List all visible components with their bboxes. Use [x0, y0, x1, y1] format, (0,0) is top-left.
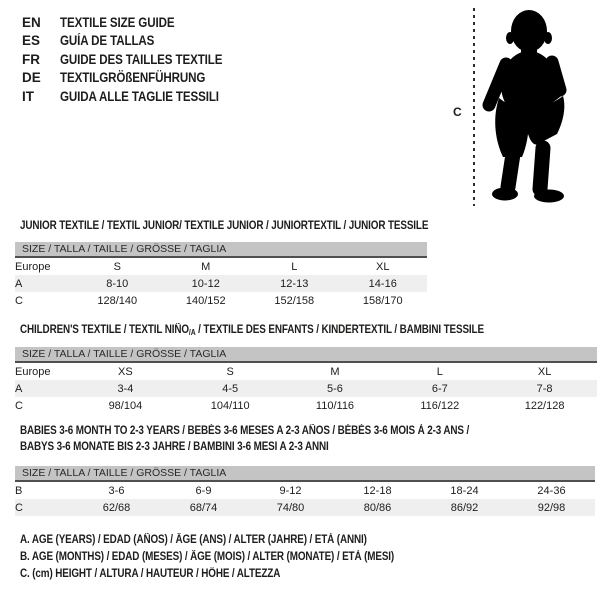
section-heading-line [20, 424, 542, 440]
heading-subscript: /A [188, 328, 196, 337]
language-title: GUIDE DES TAILLES TEXTILE [60, 51, 223, 67]
size-value-cell: 98/104 [108, 399, 143, 412]
language-title: TEXTILGRÖßENFÜHRUNG [60, 70, 206, 86]
size-table [15, 466, 595, 516]
row-label-cell: B [15, 484, 23, 497]
heading-segment: CHILDREN'S TEXTILE / TEXTIL NIÑO [20, 324, 189, 336]
size-value-cell: 3-4 [73, 380, 178, 397]
language-code: EN [22, 15, 41, 30]
size-value-cell: S [226, 365, 234, 378]
section-heading-line [20, 440, 542, 456]
height-measure-dotted-line [473, 8, 475, 206]
language-title-row [22, 69, 249, 87]
size-value-cell: XS [118, 365, 133, 378]
heading-segment: / TEXTILE DES ENFANTS / KINDERTEXTIL / BAMBINI TESSILE [195, 324, 484, 336]
size-value-cell: 24-36 [537, 484, 566, 497]
size-value-cell: 18-24 [450, 484, 479, 497]
section-heading-text [20, 219, 428, 235]
footnote-line [20, 549, 455, 566]
size-value-cell: 10-12 [162, 275, 251, 292]
language-title-list [22, 14, 249, 106]
size-value-cell: XL [376, 260, 390, 273]
table-row [15, 257, 427, 275]
language-title: TEXTILE SIZE GUIDE [60, 15, 175, 30]
size-value-cell: 8-10 [73, 275, 162, 292]
size-value-cell: L [436, 365, 443, 378]
language-code: ES [22, 33, 41, 49]
heading-segment: BABIES 3-6 MONTH TO 2-3 YEARS / BEBÉS 3-6 MESES A 2-3 AÑOS / BÉBÉS 3-6 MOIS À 2-3 ANS / [20, 425, 470, 437]
language-title: GUÍA DE TALLAS [60, 33, 155, 49]
row-label-cell: Europe [15, 260, 51, 273]
baby-silhouette-icon [480, 6, 574, 206]
footnote-line [20, 532, 455, 549]
size-value-cell: M [201, 260, 211, 273]
language-title-row [22, 14, 249, 32]
language-code: FR [22, 51, 40, 67]
size-value-cell: S [113, 260, 121, 273]
size-value-cell: 6-9 [195, 484, 212, 497]
section-heading-text [20, 323, 484, 341]
size-value-cell: 152/158 [274, 294, 315, 307]
size-bar-label: SIZE / TALLA / TAILLE / GRÖSSE / TAGLIA [15, 242, 427, 257]
size-value-cell: 116/122 [420, 399, 460, 412]
footnote-line [20, 566, 455, 583]
size-value-cell: 12-18 [363, 484, 392, 497]
table-row [15, 292, 427, 309]
size-value-cell: 7-8 [492, 380, 597, 397]
size-value-cell: 9-12 [279, 484, 302, 497]
size-value-cell: 68/74 [160, 499, 247, 516]
footnote-text: B. AGE (MONTHS) / EDAD (MESES) / ÂGE (MOIS) / ALTER (MONATE) / ETÀ (MESI) [20, 551, 395, 564]
height-measure-label: C [453, 105, 462, 119]
language-title: GUIDA ALLE TAGLIE TESSILI [60, 88, 219, 104]
size-bar-row [15, 347, 597, 362]
size-value-cell: 4-5 [178, 380, 283, 397]
size-table [15, 242, 427, 309]
footnote-legend [20, 532, 455, 584]
size-value-cell: XL [537, 365, 552, 378]
row-label-cell: A [15, 380, 73, 397]
section-heading-line [20, 219, 495, 235]
section-heading-line [20, 323, 559, 341]
size-value-cell: M [330, 365, 340, 378]
size-bar-row [15, 242, 427, 257]
size-value-cell: 104/110 [210, 399, 250, 412]
size-bar-label: SIZE / TALLA / TAILLE / GRÖSSE / TAGLIA [15, 466, 595, 481]
heading-segment: JUNIOR TEXTILE / TEXTIL JUNIOR/ TEXTILE JUNIOR / JUNIORTEXTIL / JUNIOR TESSILE [20, 220, 429, 232]
section-heading-text [20, 440, 329, 456]
size-value-cell: 74/80 [247, 499, 334, 516]
size-value-cell: 86/92 [421, 499, 508, 516]
table-row [15, 397, 597, 414]
size-value-cell: 110/116 [315, 399, 355, 412]
heading-segment: BABYS 3-6 MONATE BIS 2-3 JAHRE / BAMBINI 3-6 MESI A 2-3 ANNI [20, 440, 329, 453]
section-heading [20, 323, 559, 341]
table-row [15, 380, 597, 397]
language-title-row [22, 51, 249, 69]
footnote-text: C. (cm) HEIGHT / ALTURA / HAUTEUR / HÖHE / ALTEZZA [20, 568, 281, 581]
row-label-cell: A [15, 275, 73, 292]
size-bar-row [15, 466, 595, 481]
table-row [15, 499, 595, 516]
section-heading [20, 424, 542, 455]
size-table [15, 347, 597, 414]
table-row [15, 362, 597, 380]
size-value-cell: 80/86 [334, 499, 421, 516]
size-value-cell: 5-6 [283, 380, 388, 397]
size-value-cell: 6-7 [387, 380, 492, 397]
size-value-cell: 92/98 [508, 499, 595, 516]
size-value-cell: 62/68 [73, 499, 160, 516]
language-title-row [22, 88, 249, 106]
section-heading-text [20, 424, 469, 440]
language-code: IT [22, 88, 34, 104]
section-heading [20, 219, 495, 235]
size-value-cell: 14-16 [339, 275, 428, 292]
table-row [15, 481, 595, 499]
size-value-cell: 158/170 [362, 294, 403, 307]
language-code: DE [22, 70, 41, 86]
language-title-row [22, 32, 249, 50]
size-value-cell: 3-6 [108, 484, 125, 497]
size-value-cell: 122/128 [524, 399, 565, 412]
row-label-cell: C [15, 294, 23, 307]
table-row [15, 275, 427, 292]
size-value-cell: 12-13 [250, 275, 339, 292]
row-label-cell: C [15, 499, 73, 516]
footnote-text: A. AGE (YEARS) / EDAD (AÑOS) / ÂGE (ANS) / ALTER (JAHRE) / ETÀ (ANNI) [20, 534, 367, 546]
size-value-cell: 128/140 [97, 294, 138, 307]
row-label-cell: Europe [15, 365, 51, 378]
row-label-cell: C [15, 399, 23, 412]
size-bar-label: SIZE / TALLA / TAILLE / GRÖSSE / TAGLIA [15, 347, 597, 362]
size-value-cell: 140/152 [185, 294, 226, 307]
size-value-cell: L [291, 260, 298, 273]
